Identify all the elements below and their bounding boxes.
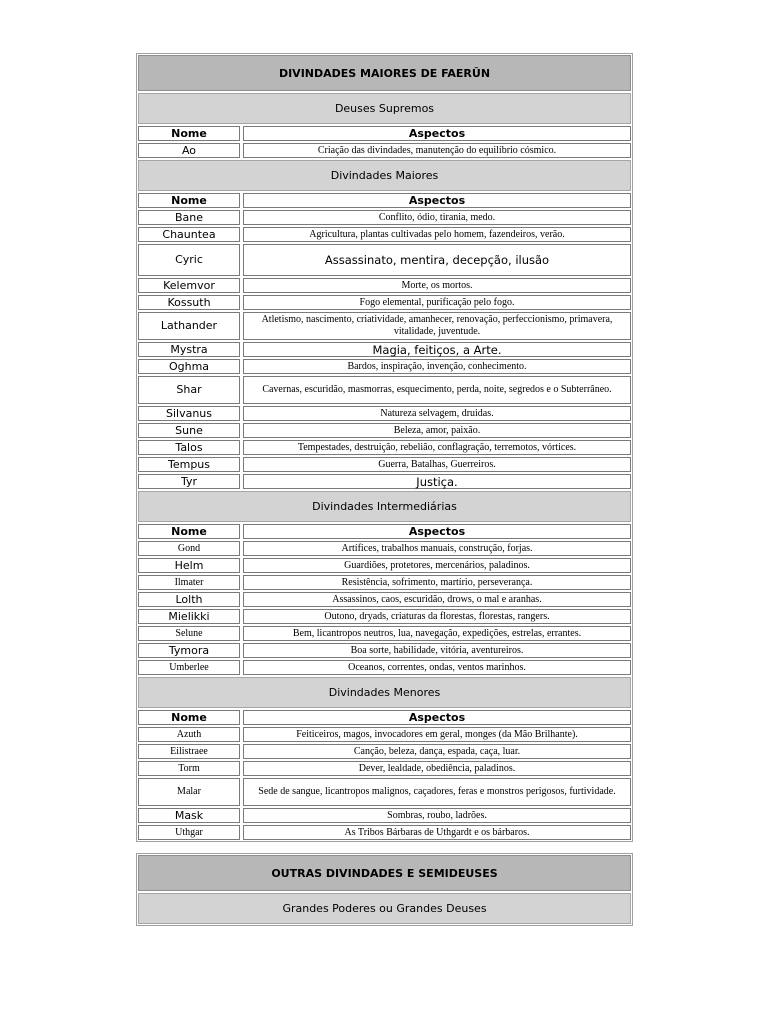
deity-aspects-cell: Agricultura, plantas cultivadas pelo homem, fazendeiros, verão. (243, 227, 631, 242)
deity-name-cell: Lolth (138, 592, 240, 607)
table-row (138, 376, 631, 404)
deity-aspects-cell: Guardiões, protetores, mercenários, paladinos. (243, 558, 631, 573)
deity-name-cell: Shar (138, 376, 240, 404)
table-header-row (138, 126, 631, 141)
table-row (138, 342, 631, 357)
deity-aspects-cell: Magia, feitiços, a Arte. (243, 342, 631, 357)
deity-aspects-cell: Cavernas, escuridão, masmorras, esquecimento, perda, noite, segredos e o Subterrâneo. (243, 376, 631, 404)
deity-aspects-cell: Natureza selvagem, druidas. (243, 406, 631, 421)
deity-aspects-cell: Boa sorte, habilidade, vitória, aventureiros. (243, 643, 631, 658)
table-row (138, 541, 631, 556)
deity-aspects-cell: Atletismo, nascimento, criatividade, amanhecer, renovação, perfeccionismo, primavera, vitalidade, juventude. (243, 312, 631, 340)
deity-aspects-cell: Fogo elemental, purificação pelo fogo. (243, 295, 631, 310)
table-row (138, 295, 631, 310)
table-row (138, 406, 631, 421)
deity-name-cell: Uthgar (138, 825, 240, 840)
deity-name-cell: Mask (138, 808, 240, 823)
table-row (138, 143, 631, 158)
deity-aspects-cell: Criação das divindades, manutenção do equilíbrio cósmico. (243, 143, 631, 158)
deity-name-cell: Eilistraee (138, 744, 240, 759)
deity-aspects-cell: As Tribos Bárbaras de Uthgardt e os bárbaros. (243, 825, 631, 840)
column-header-name: Nome (138, 710, 240, 725)
deity-name-cell: Sune (138, 423, 240, 438)
section-heading: Divindades Intermediárias (138, 491, 631, 522)
deity-name-cell: Kelemvor (138, 278, 240, 293)
table-title: DIVINDADES MAIORES DE FAERÛN (138, 55, 631, 91)
table-header-row (138, 710, 631, 725)
deity-aspects-cell: Guerra, Batalhas, Guerreiros. (243, 457, 631, 472)
deity-name-cell: Oghma (138, 359, 240, 374)
table-row (138, 825, 631, 840)
deity-name-cell: Bane (138, 210, 240, 225)
column-header-aspects: Aspectos (243, 524, 631, 539)
deity-aspects-cell: Tempestades, destruição, rebelião, conflagração, terremotos, vórtices. (243, 440, 631, 455)
table-row (138, 278, 631, 293)
deity-name-cell: Mielikki (138, 609, 240, 624)
table-row (138, 761, 631, 776)
column-header-name: Nome (138, 524, 240, 539)
deity-name-cell: Gond (138, 541, 240, 556)
deity-aspects-cell: Bardos, inspiração, invenção, conhecimento. (243, 359, 631, 374)
table-row (138, 423, 631, 438)
deity-name-cell: Malar (138, 778, 240, 806)
table-row (138, 457, 631, 472)
table-sections (138, 93, 631, 840)
table-row (138, 227, 631, 242)
table-row (138, 210, 631, 225)
table-title: OUTRAS DIVINDADES E SEMIDEUSES (138, 855, 631, 891)
column-header-aspects: Aspectos (243, 193, 631, 208)
column-header-name: Nome (138, 126, 240, 141)
deity-name-cell: Talos (138, 440, 240, 455)
deity-aspects-cell: Resistência, sofrimento, martírio, perseverança. (243, 575, 631, 590)
table-row (138, 592, 631, 607)
table-row (138, 609, 631, 624)
table-row (138, 558, 631, 573)
table-row (138, 660, 631, 675)
table-header-row (138, 524, 631, 539)
table-row (138, 626, 631, 641)
section-heading: Deuses Supremos (138, 93, 631, 124)
table-row (138, 643, 631, 658)
deity-name-cell: Tempus (138, 457, 240, 472)
deity-name-cell: Azuth (138, 727, 240, 742)
other-deities-table (136, 853, 633, 926)
deity-name-cell: Lathander (138, 312, 240, 340)
table-row (138, 440, 631, 455)
deity-aspects-cell: Conflito, ódio, tirania, medo. (243, 210, 631, 225)
deity-aspects-cell: Artífices, trabalhos manuais, construção, forjas. (243, 541, 631, 556)
column-header-name: Nome (138, 193, 240, 208)
deity-name-cell: Kossuth (138, 295, 240, 310)
deity-name-cell: Torm (138, 761, 240, 776)
deity-name-cell: Cyric (138, 244, 240, 276)
table-row (138, 778, 631, 806)
deity-aspects-cell: Feiticeiros, magos, invocadores em geral, monges (da Mão Brilhante). (243, 727, 631, 742)
deity-name-cell: Silvanus (138, 406, 240, 421)
deity-aspects-cell: Sombras, roubo, ladrões. (243, 808, 631, 823)
deity-aspects-cell: Sede de sangue, licantropos malignos, caçadores, feras e monstros perigosos, furtividade. (243, 778, 631, 806)
column-header-aspects: Aspectos (243, 126, 631, 141)
table-row (138, 727, 631, 742)
table-row (138, 244, 631, 276)
deity-name-cell: Tymora (138, 643, 240, 658)
deity-aspects-cell: Justiça. (243, 474, 631, 489)
deity-aspects-cell: Outono, dryads, criaturas da florestas, florestas, rangers. (243, 609, 631, 624)
deity-aspects-cell: Assassinato, mentira, decepção, ilusão (243, 244, 631, 276)
deity-name-cell: Tyr (138, 474, 240, 489)
deity-name-cell: Umberlee (138, 660, 240, 675)
deity-name-cell: Selune (138, 626, 240, 641)
deity-aspects-cell: Morte, os mortos. (243, 278, 631, 293)
deity-name-cell: Ao (138, 143, 240, 158)
deity-aspects-cell: Canção, beleza, dança, espada, caça, luar. (243, 744, 631, 759)
table-row (138, 359, 631, 374)
deity-aspects-cell: Dever, lealdade, obediência, paladinos. (243, 761, 631, 776)
deity-name-cell: Mystra (138, 342, 240, 357)
table-row (138, 312, 631, 340)
column-header-aspects: Aspectos (243, 710, 631, 725)
table-row (138, 744, 631, 759)
deity-name-cell: Ilmater (138, 575, 240, 590)
deity-aspects-cell: Beleza, amor, paixão. (243, 423, 631, 438)
table-row (138, 808, 631, 823)
deity-aspects-cell: Oceanos, correntes, ondas, ventos marinhos. (243, 660, 631, 675)
section-heading: Divindades Maiores (138, 160, 631, 191)
deity-aspects-cell: Assassinos, caos, escuridão, drows, o mal e aranhas. (243, 592, 631, 607)
major-deities-table (136, 53, 633, 842)
table-row (138, 575, 631, 590)
deity-name-cell: Chauntea (138, 227, 240, 242)
section-heading: Grandes Poderes ou Grandes Deuses (138, 893, 631, 924)
deity-name-cell: Helm (138, 558, 240, 573)
section-heading: Divindades Menores (138, 677, 631, 708)
table-header-row (138, 193, 631, 208)
deity-aspects-cell: Bem, licantropos neutros, lua, navegação, expedições, estrelas, errantes. (243, 626, 631, 641)
table-row (138, 474, 631, 489)
